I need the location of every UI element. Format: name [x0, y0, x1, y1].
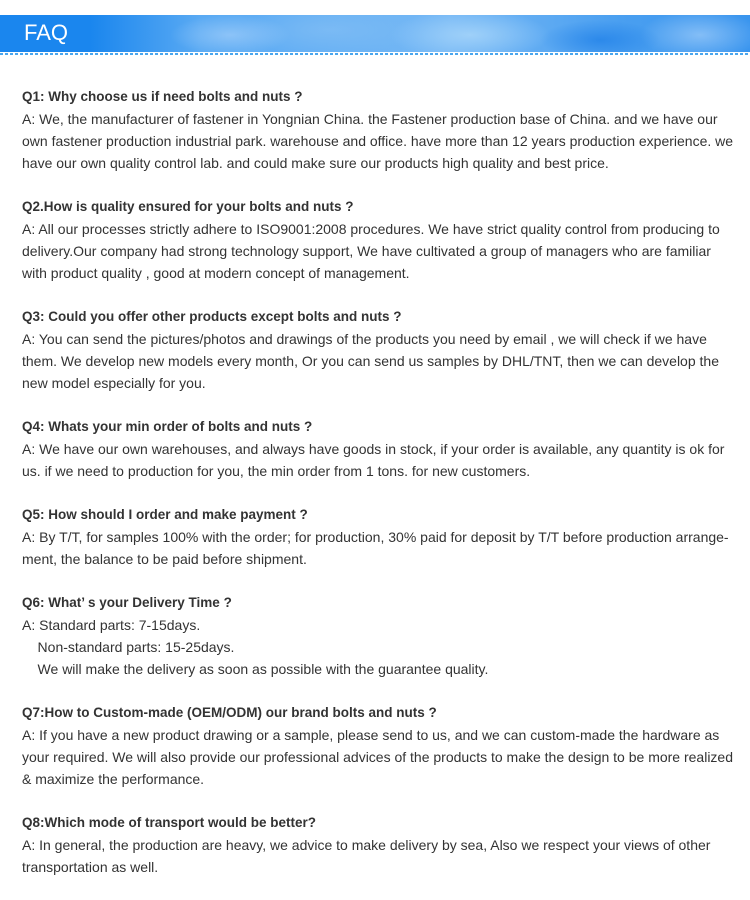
faq-answer-line: own fastener production industrial park. warehouse and office. have more than 12 years production experience. we [22, 133, 734, 149]
faq-answer-line: them. We develop new models every month, Or you can send us samples by DHL/TNT, then we can develop the [22, 353, 719, 369]
faq-answer-line: A: We, the manufacturer of fastener in Yongnian China. the Fastener production base of China. and we have our [22, 111, 718, 127]
faq-question: Q2.How is quality ensured for your bolts and nuts ? [22, 199, 354, 214]
faq-answer-line: & maximize the performance. [22, 771, 205, 787]
faq-question: Q7:How to Custom-made (OEM/ODM) our brand bolts and nuts ? [22, 705, 437, 720]
faq-answer-line: your required. We will also provide our professional advices of the products to make the design to be more realized [22, 749, 734, 765]
faq-item [22, 416, 742, 482]
faq-question: Q5: How should I order and make payment ? [22, 507, 308, 522]
faq-answer-line: delivery.Our company had strong technology support, We have cultivated a group of managers who are familiar [22, 243, 711, 259]
divider [0, 53, 750, 55]
faq-item [22, 592, 742, 680]
faq-answer-line: transportation as well. [22, 859, 159, 875]
faq-answer-line: We will make the delivery as soon as possible with the guarantee quality. [22, 661, 489, 677]
faq-answer-line: ment, the balance to be paid before shipment. [22, 551, 307, 567]
faq-answer-line: A: Standard parts: 7-15days. [22, 617, 201, 633]
faq-question: Q1: Why choose us if need bolts and nuts ? [22, 89, 303, 104]
faq-answer-line: with product quality , good at modern concept of management. [22, 265, 410, 281]
faq-question: Q8:Which mode of transport would be better? [22, 815, 317, 830]
faq-answer-line: A: You can send the pictures/photos and drawings of the products you need by email , we will check if we have [22, 331, 707, 347]
faq-item [22, 504, 742, 570]
faq-item [22, 196, 742, 284]
faq-answer-line: have our own quality control lab. and could make sure our products high quality and best price. [22, 155, 609, 171]
faq-answer-line: A: In general, the production are heavy, we advice to make delivery by sea, Also we respect your views of other [22, 837, 711, 853]
faq-answer-line: A: All our processes strictly adhere to ISO9001:2008 procedures. We have strict quality control from producing to [22, 221, 720, 237]
faq-list [22, 86, 742, 900]
faq-question: Q6: What’ s your Delivery Time ? [22, 595, 232, 610]
faq-answer-line: new model especially for you. [22, 375, 206, 391]
faq-item [22, 812, 742, 878]
faq-item [22, 306, 742, 394]
faq-question: Q4: Whats your min order of bolts and nuts ? [22, 419, 313, 434]
faq-item [22, 86, 742, 174]
faq-banner [0, 15, 750, 52]
page-title: FAQ [24, 20, 69, 45]
faq-item [22, 702, 742, 790]
faq-answer-line: A: If you have a new product drawing or a sample, please send to us, and we can custom-made the hardware as [22, 727, 720, 743]
faq-answer-line: us. if we need to production for you, the min order from 1 tons. for new customers. [22, 463, 531, 479]
faq-answer-line: A: We have our own warehouses, and always have goods in stock, if your order is available, any quantity is ok for [22, 441, 725, 457]
faq-answer-line: A: By T/T, for samples 100% with the order; for production, 30% paid for deposit by T/T before production arrange- [22, 529, 729, 545]
faq-question: Q3: Could you offer other products except bolts and nuts ? [22, 309, 402, 324]
faq-answer-line: Non-standard parts: 15-25days. [22, 639, 235, 655]
